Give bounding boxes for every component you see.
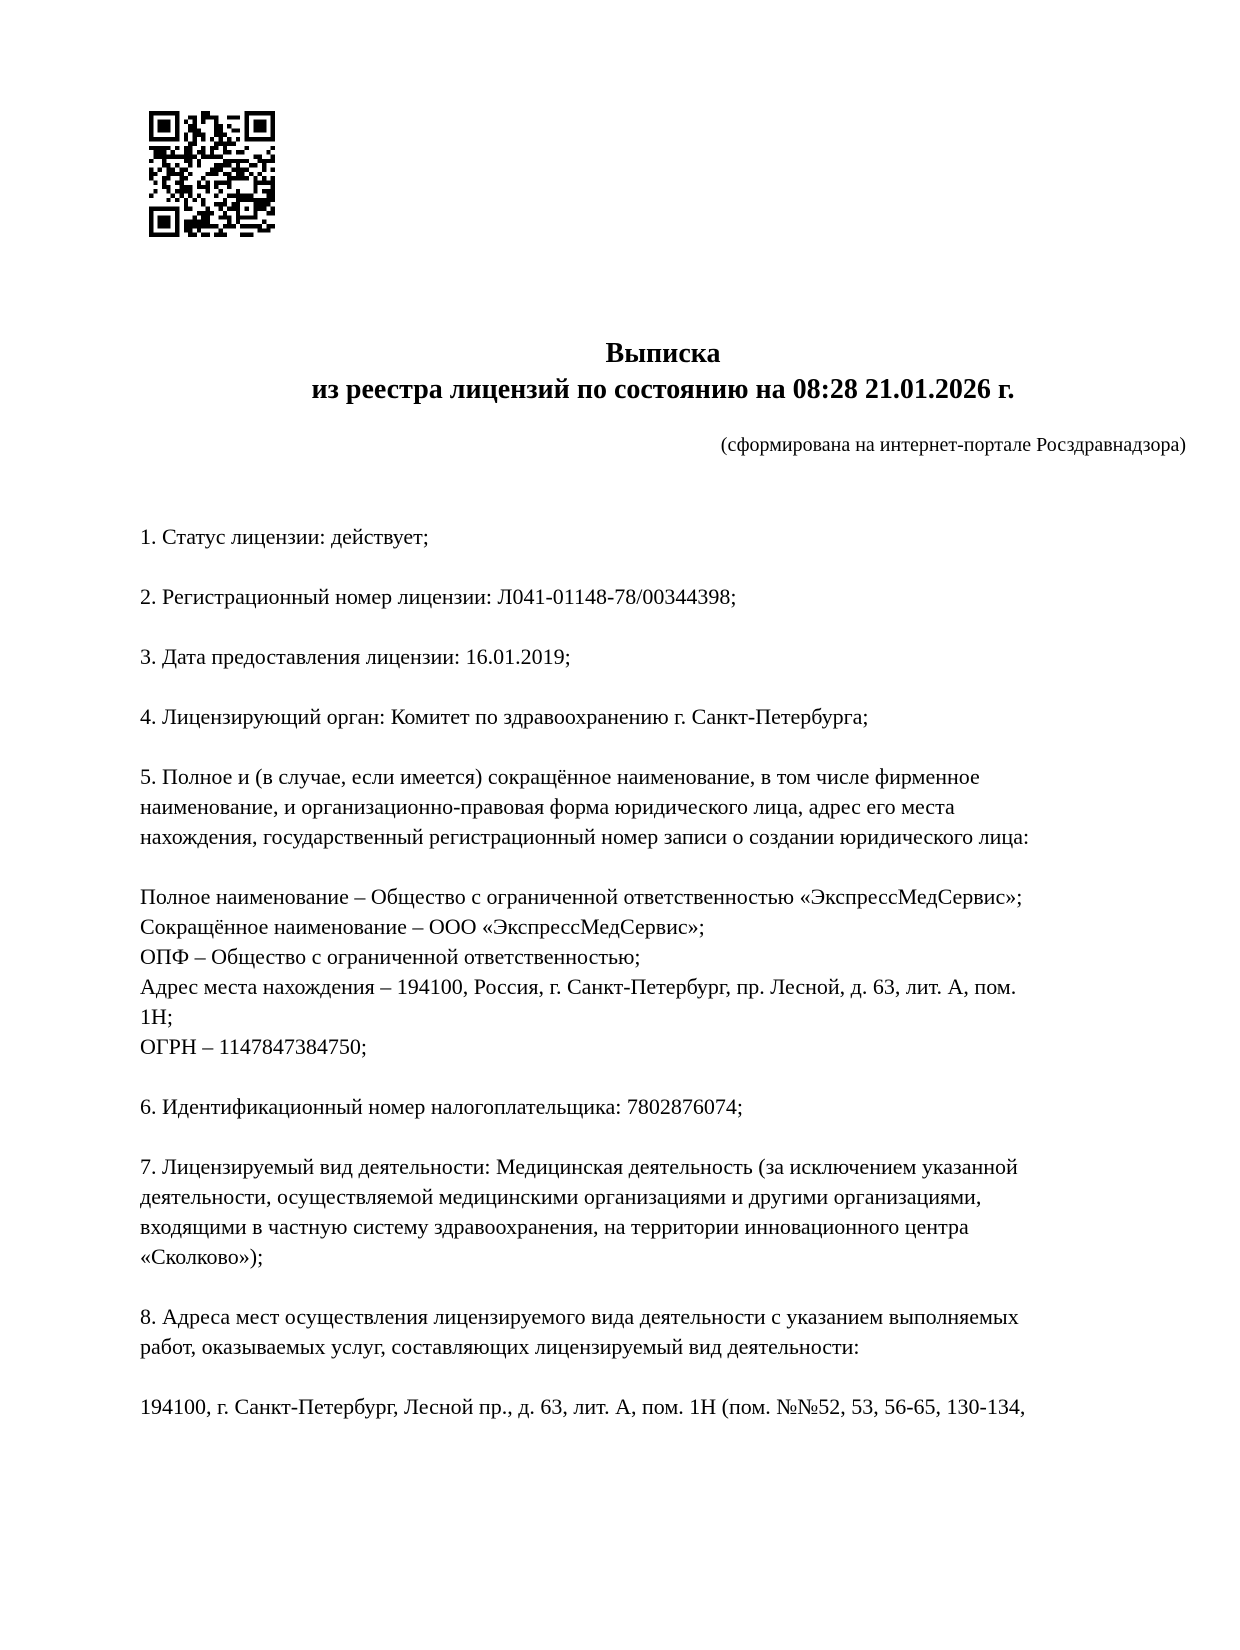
paragraph-line: Сокращённое наименование – ООО «ЭкспрессМедСервис»;	[140, 914, 705, 939]
paragraph-line: работ, оказываемых услуг, составляющих лицензируемый вид деятельности:	[140, 1334, 860, 1359]
paragraph-line: 5. Полное и (в случае, если имеется) сокращённое наименование, в том числе фирменное	[140, 764, 980, 789]
document-title	[140, 336, 1186, 408]
paragraph-line: входящими в частную систему здравоохранения, на территории инновационного центра	[140, 1214, 969, 1239]
paragraph-line: 2. Регистрационный номер лицензии: Л041-01148-78/00344398;	[140, 584, 737, 609]
document-subtitle: (сформирована на интернет-портале Росздравнадзора)	[720, 434, 1186, 456]
title-line-1: Выписка	[605, 338, 721, 369]
paragraph-line: ОГРН – 1147847384750;	[140, 1034, 368, 1059]
paragraph-line: 4. Лицензирующий орган: Комитет по здравоохранению г. Санкт-Петербурга;	[140, 704, 869, 729]
document-content	[140, 0, 1186, 1452]
document-body	[140, 522, 1186, 1422]
document-paragraph	[140, 642, 1186, 672]
document-paragraph	[140, 522, 1186, 552]
paragraph-line: 1. Статус лицензии: действует;	[140, 524, 429, 549]
document-paragraph	[140, 882, 1186, 1062]
paragraph-line: 8. Адреса мест осуществления лицензируемого вида деятельности с указанием выполняемых	[140, 1304, 1019, 1329]
paragraph-line: 6. Идентификационный номер налогоплательщика: 7802876074;	[140, 1094, 743, 1119]
paragraph-line: деятельности, осуществляемой медицинскими организациями и другими организациями,	[140, 1184, 982, 1209]
paragraph-line: ОПФ – Общество с ограниченной ответственностью;	[140, 944, 641, 969]
document-paragraph	[140, 582, 1186, 612]
paragraph-line: Адрес места нахождения – 194100, Россия, г. Санкт-Петербург, пр. Лесной, д. 63, лит. А, пом.	[140, 974, 1017, 999]
paragraph-line: Полное наименование – Общество с ограниченной ответственностью «ЭкспрессМедСервис»;	[140, 884, 1023, 909]
document-paragraph	[140, 762, 1186, 852]
document-paragraph	[140, 1392, 1186, 1422]
title-line-2: из реестра лицензий по состоянию на 08:28 21.01.2026 г.	[311, 374, 1015, 405]
document-paragraph	[140, 702, 1186, 732]
paragraph-line: 194100, г. Санкт-Петербург, Лесной пр., д. 63, лит. А, пом. 1Н (пом. №№52, 53, 56-65, 130-134,	[140, 1394, 1026, 1419]
paragraph-line: нахождения, государственный регистрационный номер записи о создании юридического лица:	[140, 824, 1030, 849]
paragraph-line: 1Н;	[140, 1004, 173, 1029]
paragraph-line: 3. Дата предоставления лицензии: 16.01.2019;	[140, 644, 571, 669]
document-paragraph	[140, 1152, 1186, 1272]
document-paragraph	[140, 1092, 1186, 1122]
document-paragraph	[140, 1302, 1186, 1362]
paragraph-line: «Сколково»);	[140, 1244, 264, 1269]
paragraph-line: 7. Лицензируемый вид деятельности: Медицинская деятельность (за исключением указанной	[140, 1154, 1018, 1179]
paragraph-line: наименование, и организационно-правовая форма юридического лица, адрес его места	[140, 794, 955, 819]
